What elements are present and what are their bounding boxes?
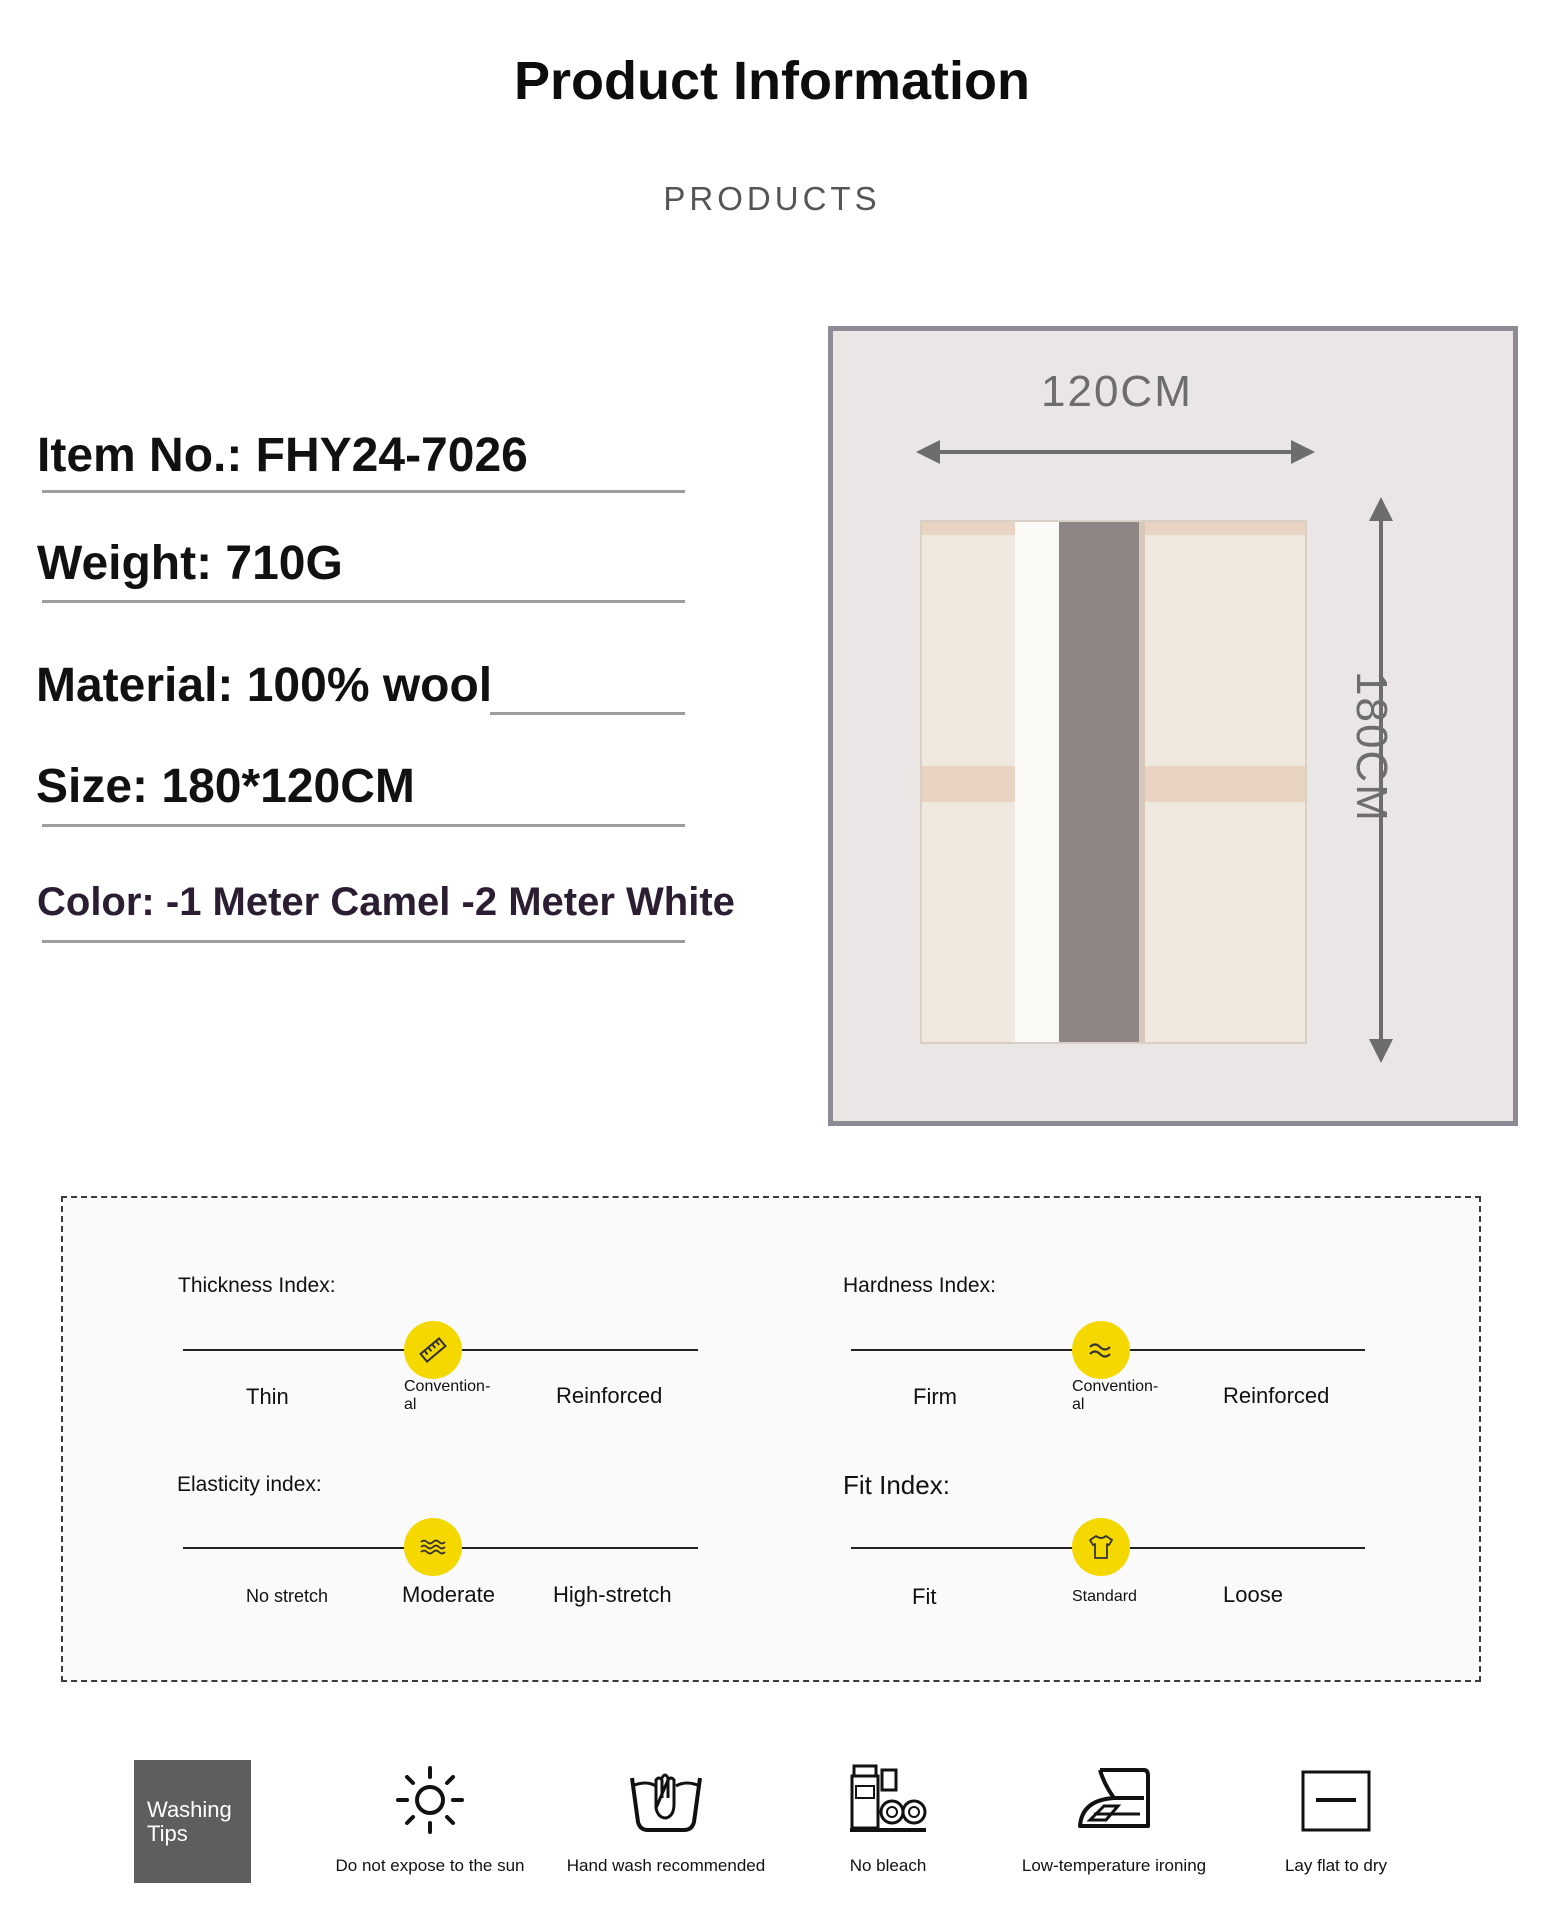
divider: [42, 600, 685, 603]
height-label: 180CM: [1347, 671, 1396, 823]
elasticity-option: Moderate: [402, 1582, 495, 1607]
hardness-option: Firm: [913, 1384, 957, 1409]
no-bleach-icon: [778, 1760, 998, 1840]
wash-label: Do not expose to the sun: [335, 1856, 525, 1875]
washing-tips-tag: Washing Tips: [134, 1760, 251, 1883]
fit-option: Fit: [912, 1584, 937, 1609]
hardness-option: Convention- al: [1072, 1378, 1159, 1413]
page-title: Product Information: [514, 51, 1030, 111]
wash-label: Hand wash recommended: [566, 1856, 766, 1875]
lay-flat-icon: [1226, 1760, 1446, 1840]
iron-icon: [1004, 1760, 1224, 1840]
size: Size: 180*120CM: [36, 760, 415, 813]
divider: [42, 490, 685, 493]
thickness-option: Convention- al: [404, 1378, 491, 1413]
material: Material: 100% wool: [36, 659, 493, 712]
hand-wash-icon: [556, 1760, 776, 1840]
wash-label: Low-temperature ironing: [1021, 1856, 1207, 1875]
index-panel: [61, 1196, 1481, 1682]
hardness-label: Hardness Index:: [843, 1274, 996, 1297]
elasticity-option: High-stretch: [553, 1582, 672, 1607]
blanket-illustration: [833, 331, 1513, 1121]
color: Color: -1 Meter Camel -2 Meter White: [37, 880, 735, 924]
elasticity-label: Elasticity index:: [177, 1473, 322, 1496]
wave-icon: [1072, 1321, 1130, 1379]
thickness-option: Reinforced: [556, 1383, 663, 1408]
sun-icon: [320, 1760, 540, 1840]
wash-label: No bleach: [849, 1856, 927, 1875]
ruler-icon: [404, 1321, 462, 1379]
fit-option: Loose: [1223, 1582, 1283, 1607]
item-number: Item No.: FHY24-7026: [37, 429, 528, 482]
thickness-option: Thin: [246, 1384, 289, 1409]
fit-label: Fit Index:: [843, 1470, 950, 1500]
divider: [490, 712, 685, 715]
wash-label: Lay flat to dry: [1284, 1856, 1388, 1875]
width-label: 120CM: [1041, 367, 1193, 416]
thickness-label: Thickness Index:: [178, 1274, 336, 1297]
shirt-icon: [1072, 1518, 1130, 1576]
stretch-icon: [404, 1518, 462, 1576]
product-image: [828, 326, 1518, 1126]
fit-option: Standard: [1072, 1588, 1137, 1605]
page-subtitle: PRODUCTS: [663, 180, 881, 217]
elasticity-option: No stretch: [246, 1586, 329, 1606]
divider: [42, 940, 685, 943]
hardness-option: Reinforced: [1223, 1383, 1330, 1408]
divider: [42, 824, 685, 827]
weight: Weight: 710G: [37, 537, 343, 590]
